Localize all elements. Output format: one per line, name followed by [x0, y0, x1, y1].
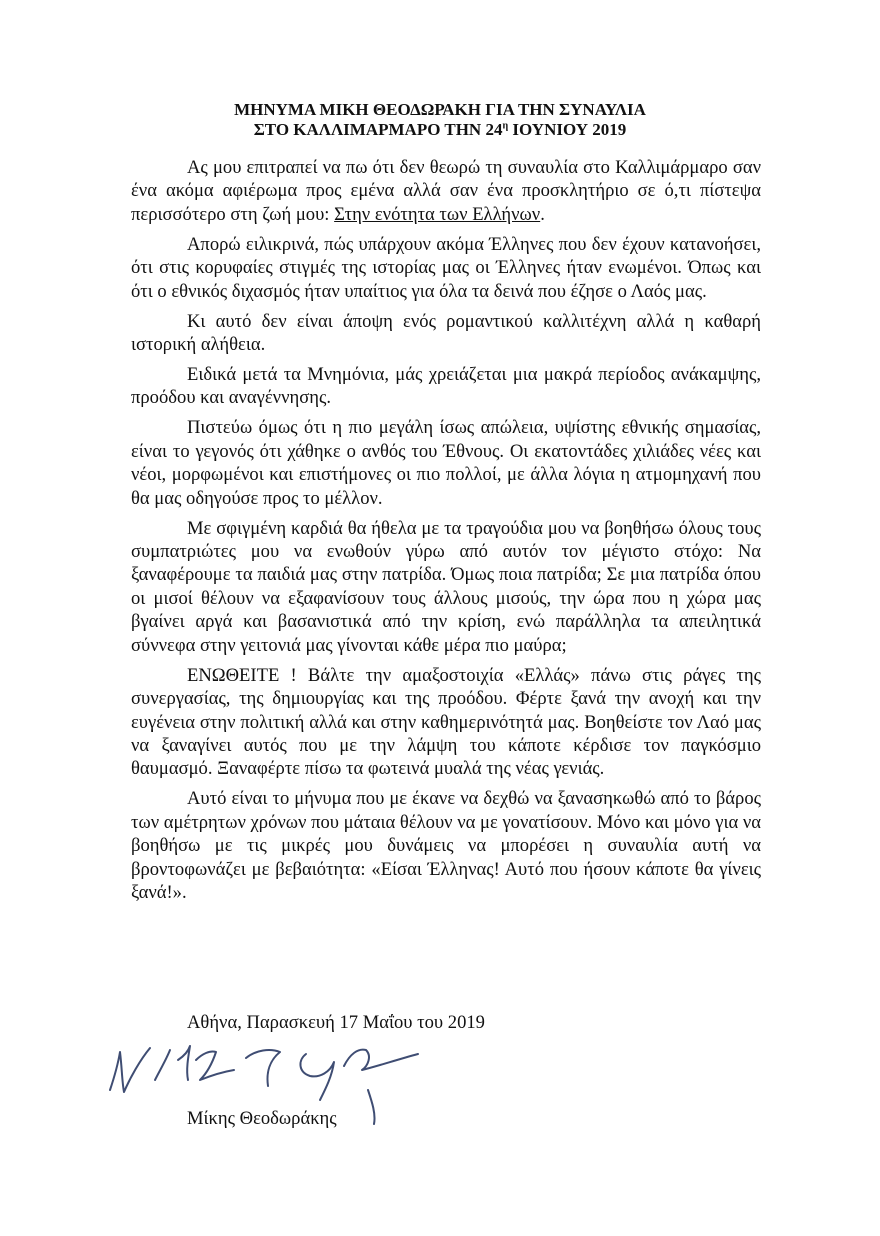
paragraph-1-text: Ας μου επιτραπεί να πω ότι δεν θεωρώ τη συναυλία στο Καλλιμάρμαρο σαν ένα ακόμα αφιέρωμα προς εμένα αλλά σαν ένα προσκλητήριο σε ό,τι πίστεψα περισσότερο στη ζωή μου:: [131, 157, 761, 225]
heading-ordinal-superscript: η: [502, 120, 509, 132]
paragraph-3: Κι αυτό δεν είναι άποψη ενός ρομαντικού καλλιτέχνη αλλά η καθαρή ιστορική αλήθεια.: [131, 310, 761, 356]
heading-line-1: ΜΗΝΥΜΑ ΜΙΚΗ ΘΕΟΔΩΡΑΚΗ ΓΙΑ ΤΗΝ ΣΥΝΑΥΛΙΑ: [234, 100, 646, 119]
paragraph-2: Απορώ ειλικρινά, πώς υπάρχουν ακόμα Έλληνες που δεν έχουν κατανοήσει, ότι στις κορυφαίες στιγμές της ιστορίας μας οι Έλληνες ήταν ενωμένοι. Όπως και ότι ο εθνικός διχασμός ήταν υπαίτιος για όλα τα δεινά που έζησε ο Λαός μας.: [131, 233, 761, 302]
letter-heading: [130, 100, 750, 140]
paragraph-1-underlined: Στην ενότητα των Ελλήνων: [334, 203, 541, 225]
heading-line-2: [130, 120, 750, 140]
signatory-name: Μίκης Θεοδωράκης: [187, 1108, 337, 1129]
paragraph-1: [131, 156, 761, 226]
heading-line-2-prefix: ΣΤΟ ΚΑΛΛΙΜΑΡΜΑΡΟ ΤΗΝ 24: [253, 120, 503, 139]
paragraph-5: Πιστεύω όμως ότι η πιο μεγάλη ίσως απώλεια, υψίστης εθνικής σημασίας, είναι το γεγονός ότι χάθηκε ο ανθός του Έθνους. Οι εκατοντάδες χιλιάδες νέες και νέοι, μορφωμένοι και επιστήμονες οι πιο πολλοί, με άλλα λόγια η ατμομηχανή που θα μας οδηγούσε προς το μέλλον.: [131, 417, 761, 509]
paragraph-4: Ειδικά μετά τα Μνημόνια, μάς χρειάζεται μια μακρά περίοδος ανάκαμψης, προόδου και αναγέννησης.: [131, 364, 761, 409]
letter-body: [131, 156, 761, 904]
heading-line-2-suffix: ΙΟΥΝΙΟΥ 2019: [508, 120, 627, 139]
paragraph-6: Με σφιγμένη καρδιά θα ήθελα με τα τραγούδια μου να βοηθήσω όλους τους συμπατριώτες μου να ενωθούν γύρω από αυτόν τον μέγιστο στόχο: Να ξαναφέρουμε τα παιδιά μας στην πατρίδα. Όμως ποια πατρίδα; Σε μια πατρίδα όπου οι μισοί θέλουν να εξαφανίσουν τους άλλους μισούς, την ώρα που η χώρα μας βγαίνει αργά και βασανιστικά από την κρίση, ενώ παράλληλα τα απειλητικά σύννεφα στην γειτονιά μας γίνονται κάθε μέρα πιο μαύρα;: [131, 517, 761, 656]
dateline: Αθήνα, Παρασκευή 17 Μαΐου του 2019: [187, 1012, 485, 1033]
paragraph-1-end: .: [540, 203, 545, 225]
paragraph-8: Αυτό είναι το μήνυμα που με έκανε να δεχθώ να ξανασηκωθώ από το βάρος των αμέτρητων χρόνων που μάταια θέλουν να με γονατίσουν. Μόνο και μόνο για να βοηθήσω με τις μικρές μου δυνάμεις να μπορέσει η συναυλία αυτή να βροντοφωνάζει με βεβαιότητα: «Είσαι Έλληνας! Αυτό που ήσουν κάποτε θα γίνεις ξανά!».: [131, 788, 761, 903]
paragraph-7: ΕΝΩΘΕΙΤΕ ! Βάλτε την αμαξοστοιχία «Ελλάς» πάνω στις ράγες της συνεργασίας, της δημιουργίας και της προόδου. Φέρτε ξανά την ανοχή και την ευγένεια στην πολιτική αλλά και στην καθημερινότητά μας. Βοηθείστε τον Λαό μας να ξαναγίνει αυτός που με την λάμψη του κάποτε κέρδισε τον παγκόσμιο θαυμασμό. Ξαναφέρτε πίσω τα φωτεινά μυαλά της νέας γενιάς.: [131, 664, 761, 780]
